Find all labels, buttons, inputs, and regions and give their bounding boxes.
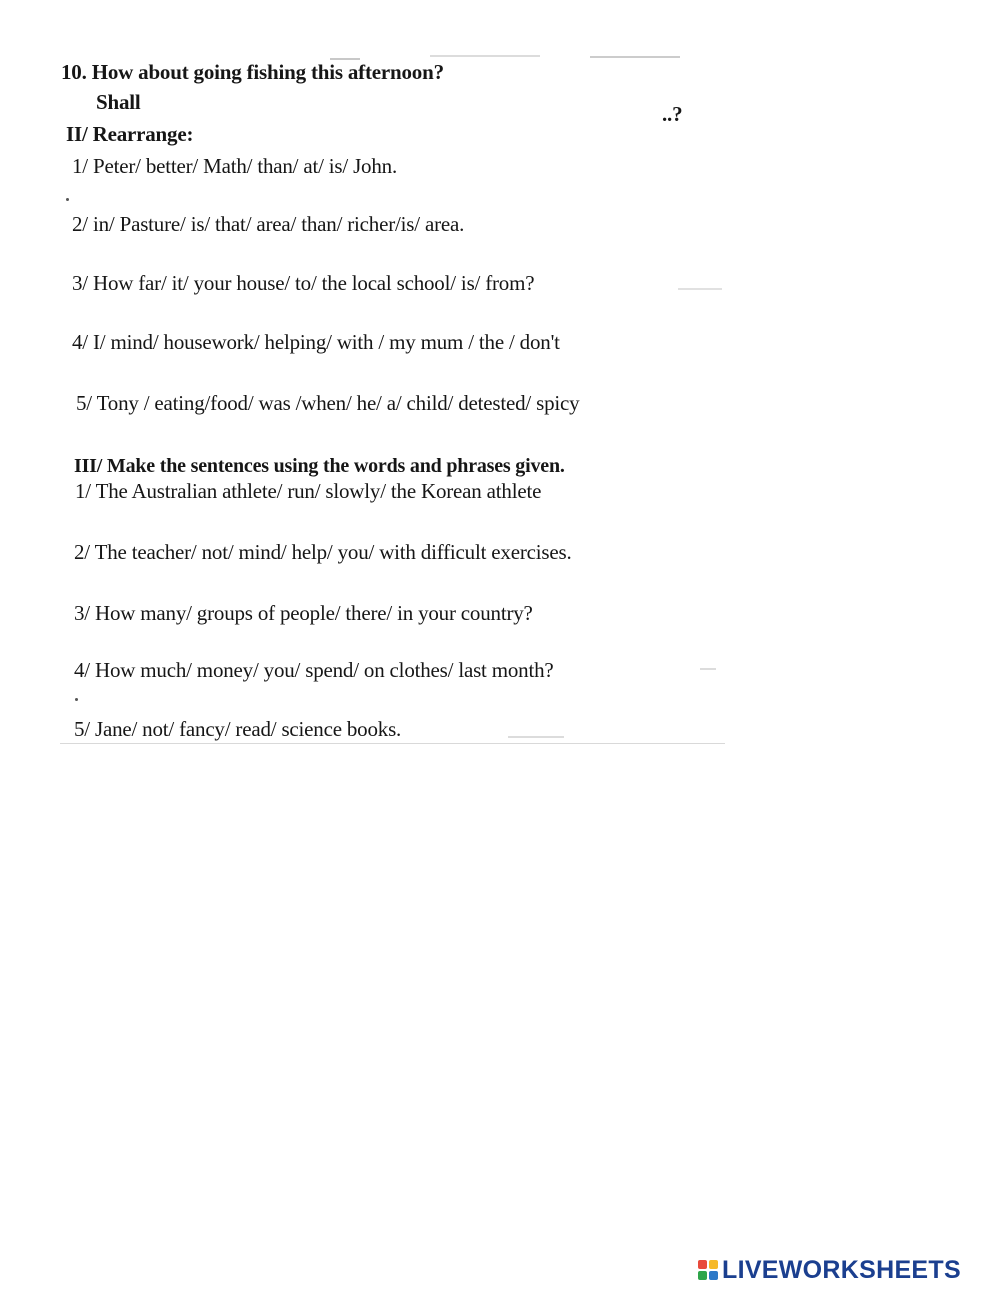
scan-speck — [75, 698, 78, 701]
scan-smudge — [700, 668, 716, 670]
scan-speck — [66, 198, 69, 201]
make-sentence-item-4: 4/ How much/ money/ you/ spend/ on clothes/ last month? — [74, 658, 554, 682]
liveworksheets-icon — [698, 1260, 718, 1280]
make-sentence-item-5: 5/ Jane/ not/ fancy/ read/ science books. — [74, 717, 402, 741]
rearrange-item-5: 5/ Tony / eating/food/ was /when/ he/ a/ child/ detested/ spicy — [76, 391, 580, 415]
rearrange-item-2: 2/ in/ Pasture/ is/ that/ area/ than/ richer/is/ area. — [72, 212, 465, 236]
logo-square-red — [698, 1260, 707, 1269]
rearrange-item-3: 3/ How far/ it/ your house/ to/ the local school/ is/ from? — [72, 271, 535, 295]
section-heading-rearrange: II/ Rearrange: — [66, 122, 194, 146]
make-sentence-item-3: 3/ How many/ groups of people/ there/ in your country? — [74, 601, 533, 625]
scan-smudge — [430, 55, 540, 57]
scan-smudge — [508, 736, 564, 738]
scan-smudge — [678, 288, 722, 290]
question-10-answer-stem: Shall — [96, 90, 141, 114]
scan-smudge — [590, 56, 680, 58]
liveworksheets-logo — [698, 1255, 961, 1285]
rearrange-item-4: 4/ I/ mind/ housework/ helping/ with / my mum / the / don't — [72, 330, 560, 354]
scan-edge — [60, 743, 725, 744]
logo-square-yellow — [709, 1260, 718, 1269]
section-heading-make-sentences: III/ Make the sentences using the words and phrases given. — [74, 455, 565, 477]
question-10-answer-end: ..? — [662, 102, 683, 126]
rearrange-item-1: 1/ Peter/ better/ Math/ than/ at/ is/ John. — [72, 154, 398, 178]
logo-square-blue — [709, 1271, 718, 1280]
make-sentence-item-1: 1/ The Australian athlete/ run/ slowly/ the Korean athlete — [75, 479, 542, 503]
question-10: 10. How about going fishing this afternoon? — [61, 60, 444, 84]
logo-square-green — [698, 1271, 707, 1280]
make-sentence-item-2: 2/ The teacher/ not/ mind/ help/ you/ with difficult exercises. — [74, 540, 572, 564]
liveworksheets-wordmark: LIVEWORKSHEETS — [722, 1255, 961, 1284]
